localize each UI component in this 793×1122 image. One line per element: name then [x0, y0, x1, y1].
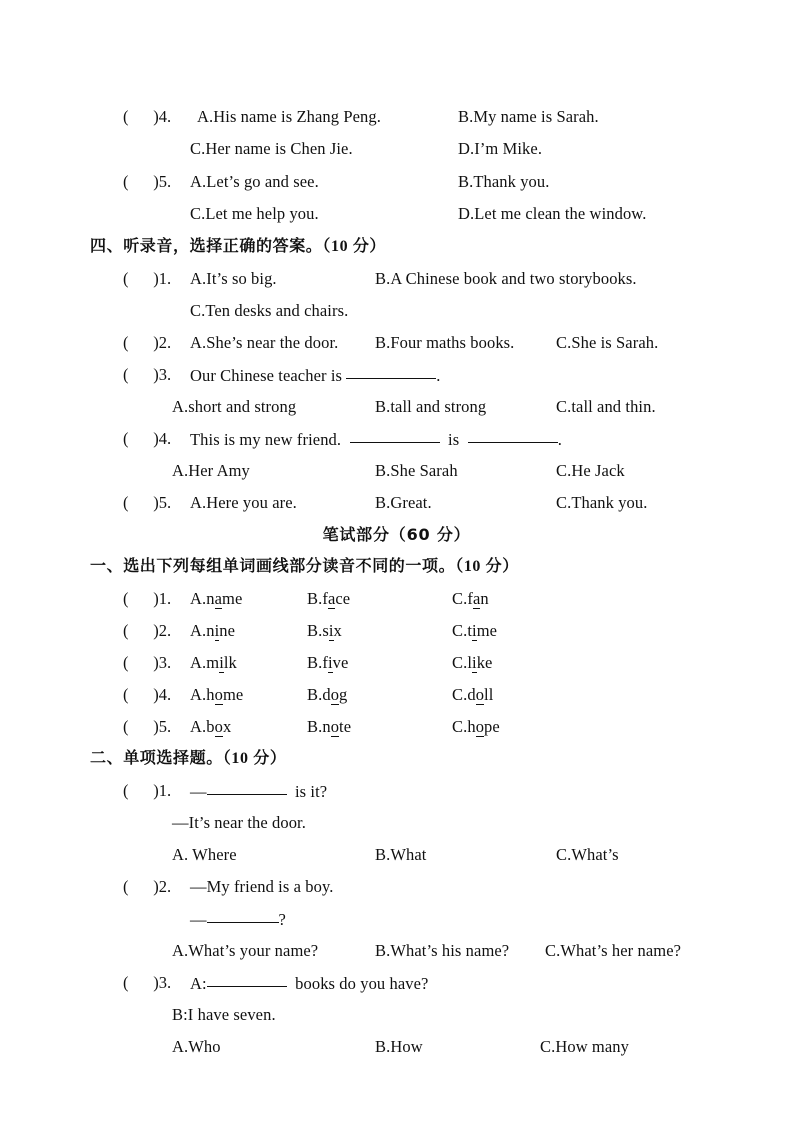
question-marker[interactable]: ( )4.	[123, 685, 172, 704]
section-one-heading-tail: ）	[502, 556, 519, 575]
option-b-prefix: B.s	[307, 621, 329, 640]
underlined-phoneme: o	[475, 685, 485, 704]
option-b-prefix: B.d	[307, 685, 331, 704]
section-one-heading	[90, 556, 519, 577]
option-c-suffix: pe	[484, 717, 500, 736]
answer-blank[interactable]	[468, 429, 558, 443]
question-reply: —It’s near the door.	[172, 813, 306, 832]
option-c[interactable]: C.tall and thin.	[556, 397, 656, 416]
option-d[interactable]: D.I’m Mike.	[458, 139, 543, 158]
question-stem-prefix: A:	[190, 974, 207, 993]
question-stem-tail: .	[436, 366, 441, 385]
option-c[interactable]	[452, 717, 500, 737]
option-a[interactable]	[190, 685, 243, 705]
question-stem-tail: ?	[278, 910, 286, 929]
question-marker[interactable]: ( )2.	[123, 333, 172, 352]
option-b-prefix: B.n	[307, 717, 331, 736]
underlined-phoneme: i	[472, 653, 477, 672]
underlined-phoneme: i	[214, 621, 220, 640]
section-one-score: 10 分	[463, 558, 503, 575]
question-marker[interactable]: ( )5.	[123, 172, 172, 191]
underlined-phoneme: i	[328, 621, 334, 640]
written-part-score: 60 分	[406, 525, 454, 544]
option-a-prefix: A.n	[190, 621, 215, 640]
option-a-suffix: ne	[219, 621, 236, 640]
option-c[interactable]: C.She is Sarah.	[556, 333, 659, 352]
option-a[interactable]: A.Who	[172, 1037, 221, 1056]
option-c[interactable]: C.What’s	[556, 845, 619, 864]
underlined-phoneme: o	[475, 717, 485, 736]
option-c-suffix: n	[480, 589, 489, 608]
option-a[interactable]	[190, 621, 235, 641]
option-a[interactable]: A.short and strong	[172, 397, 297, 416]
question-marker[interactable]: ( )2.	[123, 621, 172, 640]
option-b-suffix: te	[339, 717, 352, 736]
question-stem-text: Our Chinese teacher is	[190, 366, 343, 385]
option-b[interactable]: B.Great.	[375, 493, 432, 512]
section-two-heading	[90, 748, 286, 769]
answer-blank[interactable]	[346, 365, 436, 379]
question-stem-tail: books do you have?	[295, 974, 429, 993]
option-b[interactable]	[307, 589, 350, 609]
question-stem-text: This is my new friend.	[190, 430, 342, 449]
option-b-suffix: ve	[332, 653, 349, 672]
question-marker[interactable]: ( )1.	[123, 589, 172, 608]
question-marker[interactable]: ( )4.	[123, 107, 172, 126]
option-b-prefix: B.f	[307, 653, 328, 672]
option-c-suffix: me	[476, 621, 498, 640]
option-c[interactable]	[452, 653, 492, 673]
option-c[interactable]: C.What’s her name?	[545, 941, 682, 960]
answer-blank[interactable]	[207, 973, 287, 987]
option-a-prefix: A.b	[190, 717, 215, 736]
option-b[interactable]: B.My name is Sarah.	[458, 107, 599, 126]
question-marker[interactable]: ( )3.	[123, 653, 172, 672]
option-d[interactable]: D.Let me clean the window.	[458, 204, 647, 223]
section-two-heading-tail: ）	[269, 748, 287, 767]
option-c[interactable]: C.How many	[540, 1037, 629, 1056]
question-stem-tail: .	[557, 430, 562, 449]
underlined-phoneme: i	[472, 621, 477, 640]
option-a[interactable]: A.Her Amy	[172, 461, 250, 480]
question-stem-second	[190, 909, 286, 930]
option-a[interactable]: A.His name is Zhang Peng.	[197, 107, 381, 126]
question-stem	[190, 973, 428, 994]
underlined-phoneme: a	[327, 589, 336, 608]
underlined-phoneme: o	[214, 717, 223, 736]
written-part-title-pre: 笔试部分（	[322, 525, 407, 544]
option-b[interactable]: B.She Sarah	[375, 461, 458, 480]
section-four-score: 10 分	[331, 238, 370, 255]
option-a-prefix: A.n	[190, 589, 215, 608]
question-marker[interactable]: ( )5.	[123, 717, 172, 736]
question-marker[interactable]: ( )2.	[123, 877, 172, 896]
option-b[interactable]	[307, 685, 347, 705]
option-c-prefix: C.l	[452, 653, 473, 672]
option-b[interactable]: B.Thank you.	[458, 172, 550, 191]
option-b-suffix: x	[333, 621, 342, 640]
option-c[interactable]	[452, 685, 493, 705]
option-a-suffix: lk	[223, 653, 237, 672]
question-stem-mid: is	[448, 430, 460, 449]
answer-blank[interactable]	[350, 429, 440, 443]
option-b[interactable]	[307, 621, 342, 641]
option-c-prefix: C.f	[452, 589, 473, 608]
option-b-suffix: ce	[335, 589, 351, 608]
option-b[interactable]: B.A Chinese book and two storybooks.	[375, 269, 637, 288]
underlined-phoneme: o	[330, 685, 340, 704]
option-c-prefix: C.d	[452, 685, 476, 704]
option-b-suffix: g	[339, 685, 348, 704]
option-b[interactable]: B.Four maths books.	[375, 333, 515, 352]
option-c[interactable]	[452, 621, 497, 641]
option-c-prefix: C.h	[452, 717, 476, 736]
option-c[interactable]: C.He Jack	[556, 461, 625, 480]
question-stem-tail: is it?	[294, 782, 328, 801]
answer-blank[interactable]	[207, 781, 287, 795]
section-two-score: 10 分	[231, 750, 270, 767]
option-c[interactable]: C.Thank you.	[556, 493, 648, 512]
option-b[interactable]: B.How	[375, 1037, 423, 1056]
section-four-heading-tail: ）	[369, 236, 387, 255]
option-b[interactable]	[307, 717, 351, 737]
section-two-heading-text: 二、单项选择题。（	[90, 748, 232, 767]
question-stem	[190, 365, 441, 386]
option-a[interactable]: A. Where	[172, 845, 237, 864]
option-a[interactable]: A.What’s your name?	[172, 941, 319, 960]
option-c[interactable]: C.Ten desks and chairs.	[190, 301, 349, 320]
written-part-title	[0, 525, 793, 545]
option-c[interactable]	[452, 589, 489, 609]
question-stem	[190, 781, 327, 802]
option-a[interactable]: A.She’s near the door.	[190, 333, 339, 352]
underlined-phoneme: a	[214, 589, 223, 608]
answer-blank[interactable]	[207, 909, 279, 923]
question-dash: —	[190, 910, 207, 929]
option-b-prefix: B.f	[307, 589, 328, 608]
option-a-suffix: x	[222, 717, 232, 736]
written-part-title-post: ）	[453, 525, 471, 544]
question-marker[interactable]: ( )3.	[123, 973, 172, 992]
option-b[interactable]	[307, 653, 348, 673]
option-a[interactable]	[190, 717, 231, 737]
question-stem: —My friend is a boy.	[190, 877, 334, 896]
section-four-heading	[90, 236, 386, 257]
section-four-heading-text: 四、听录音，选择正确的答案。（	[90, 236, 332, 255]
option-c-suffix: ke	[476, 653, 493, 672]
option-a[interactable]: A.It’s so big.	[190, 269, 277, 288]
underlined-phoneme: i	[327, 653, 333, 672]
question-stem	[190, 429, 562, 450]
option-c[interactable]: C.Let me help you.	[190, 204, 319, 223]
option-a-suffix: me	[222, 589, 243, 608]
option-c-prefix: C.t	[452, 621, 473, 640]
underlined-phoneme: o	[330, 717, 340, 736]
option-a[interactable]: A.Here you are.	[190, 493, 297, 512]
option-a[interactable]: A.Let’s go and see.	[190, 172, 319, 191]
underlined-phoneme: a	[472, 589, 481, 608]
question-marker[interactable]: ( )1.	[123, 781, 172, 800]
option-a[interactable]	[190, 653, 237, 673]
option-a-suffix: me	[222, 685, 244, 704]
question-marker[interactable]: ( )1.	[123, 269, 172, 288]
question-marker[interactable]: ( )3.	[123, 365, 172, 384]
option-b[interactable]: B.What	[375, 845, 427, 864]
section-one-heading-text: 一、选出下列每组单词画线部分读音不同的一项。（	[90, 556, 464, 575]
option-c-suffix: ll	[484, 685, 494, 704]
question-marker[interactable]: ( )5.	[123, 493, 172, 512]
option-b[interactable]: B.What’s his name?	[375, 941, 510, 960]
underlined-phoneme: i	[219, 653, 224, 672]
question-marker[interactable]: ( )4.	[123, 429, 172, 448]
option-c[interactable]: C.Her name is Chen Jie.	[190, 139, 353, 158]
option-a-prefix: A.m	[190, 653, 220, 672]
underlined-phoneme: o	[214, 685, 223, 704]
option-a-prefix: A.h	[190, 685, 215, 704]
question-dash: —	[190, 782, 207, 801]
question-reply: B:I have seven.	[172, 1005, 276, 1024]
option-b[interactable]: B.tall and strong	[375, 397, 487, 416]
option-a[interactable]	[190, 589, 242, 609]
